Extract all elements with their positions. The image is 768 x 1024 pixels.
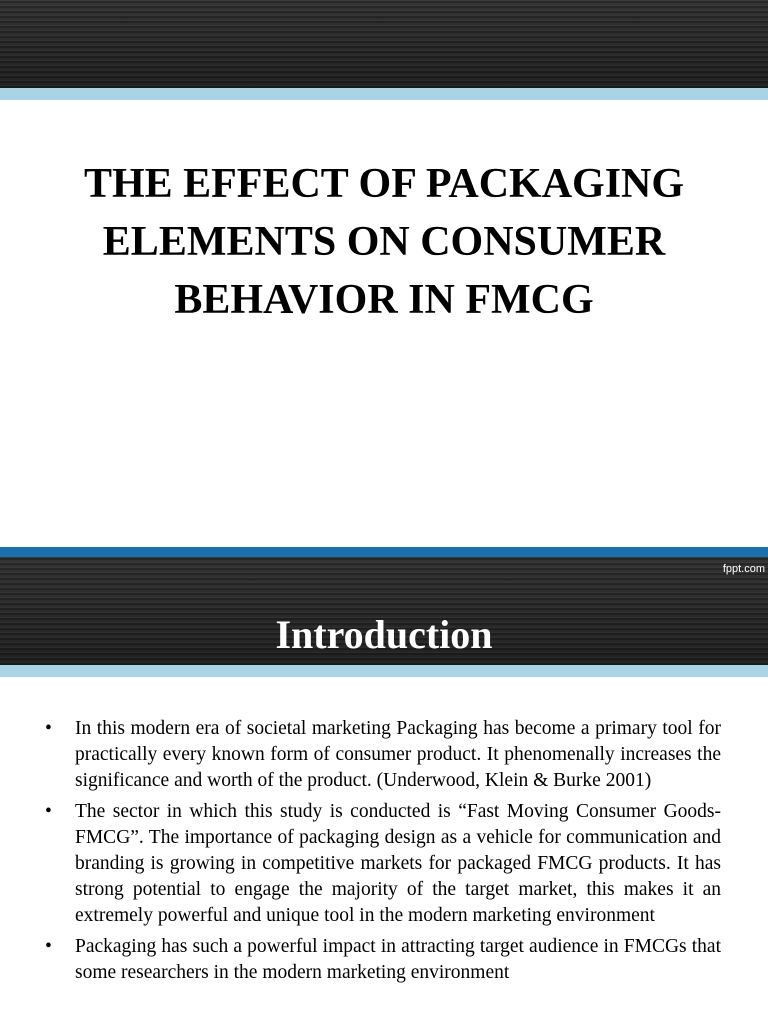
- header-accent-stripe: [0, 88, 768, 100]
- slide-title-line: ELEMENTS ON CONSUMER: [102, 219, 666, 265]
- slide-title-line: BEHAVIOR IN FMCG: [174, 277, 594, 323]
- slide-title: [24, 155, 744, 329]
- bullet-item: [45, 799, 721, 928]
- footer-accent-stripe: [0, 547, 768, 557]
- bullet-text: Packaging has such a powerful impact in attracting target audience in FMCGs that some researchers in the modern marketing environment: [75, 936, 721, 984]
- bullet-list: [45, 716, 721, 992]
- bullet-icon: •: [45, 718, 52, 739]
- slide-title-line: THE EFFECT OF PACKAGING: [83, 161, 685, 207]
- bullet-item: [45, 716, 721, 793]
- header-band: [0, 0, 768, 88]
- intro-accent-stripe: [0, 665, 768, 677]
- bullet-item: [45, 934, 721, 986]
- intro-heading: Introduction: [275, 612, 493, 657]
- watermark: fppt.com: [722, 563, 765, 575]
- bullet-icon: •: [45, 936, 52, 958]
- bullet-text: The sector in which this study is conducted is “Fast Moving Consumer Goods-FMCG”. The importance of packaging design as a vehicle for communication and branding is growing in competitive markets for packaged FMCG products. It has strong potential to engage the majority of the target market, this makes it an extremely powerful and unique tool in the modern marketing environment: [75, 801, 721, 926]
- bullet-icon: •: [45, 801, 52, 823]
- bullet-text: In this modern era of societal marketing Packaging has become a primary tool for practically every known form of consumer product. It phenomenally increases the significance and worth of the product. (Underwood, Klein & Burke 2001): [75, 718, 721, 791]
